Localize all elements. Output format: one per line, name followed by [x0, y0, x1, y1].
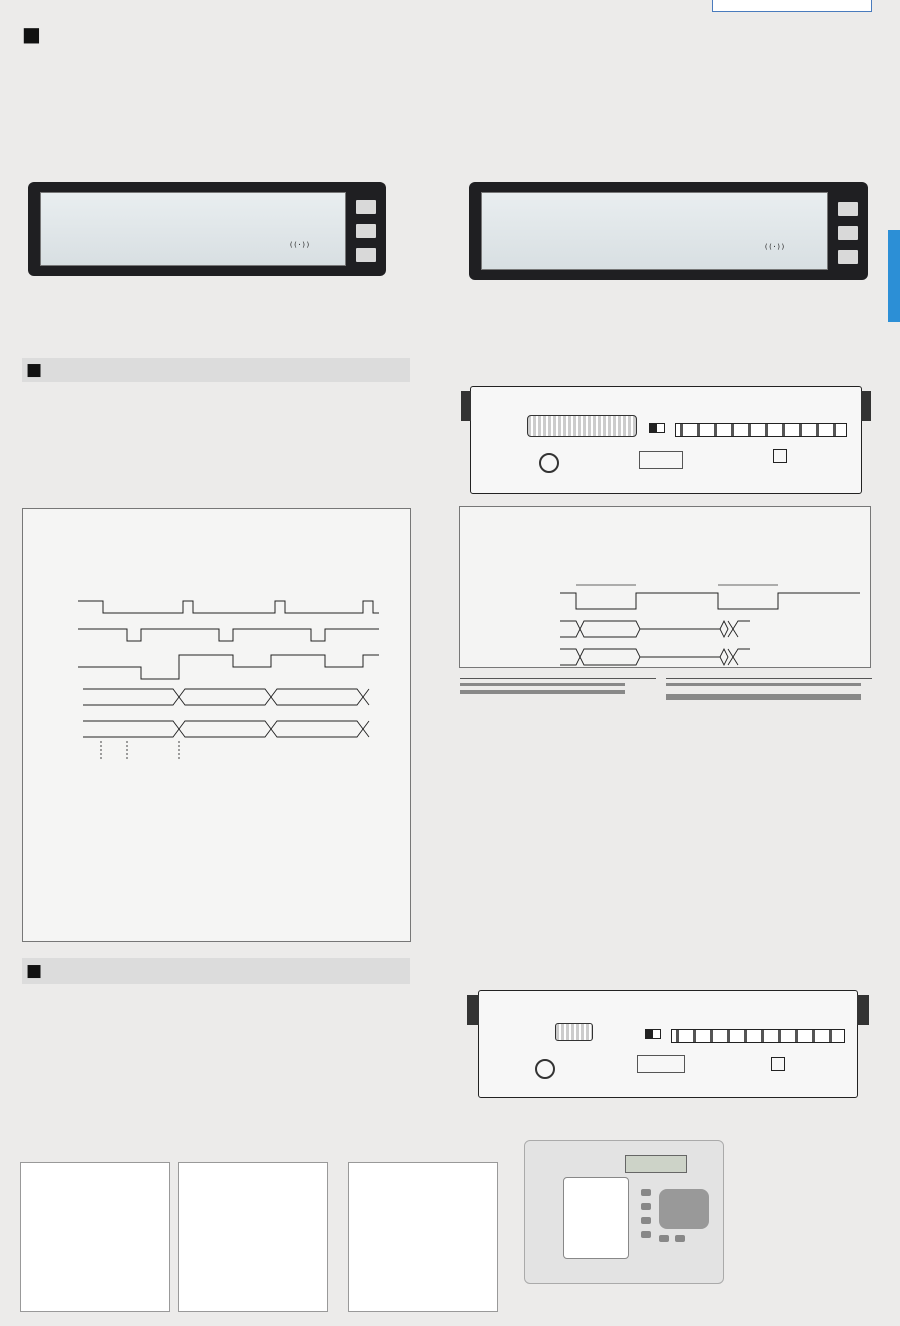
eoc-wave	[78, 655, 379, 679]
bcd-bus	[83, 721, 369, 737]
auto-manu-switch[interactable]	[649, 423, 665, 433]
timing-chart-box	[22, 508, 411, 942]
timing-diagram	[23, 589, 412, 799]
digital-io-connector[interactable]	[527, 415, 637, 437]
model01-title: ■	[22, 358, 410, 382]
power-inlet[interactable]	[771, 1057, 785, 1071]
chapter-tab	[888, 230, 900, 322]
lcd-buzzer-icon: ((·))	[289, 241, 311, 249]
trig-wave	[78, 629, 379, 641]
terminal-block[interactable]	[671, 1029, 845, 1043]
page-header-tab	[712, 0, 872, 12]
panel-handle	[467, 995, 479, 1025]
stats-printout	[20, 1162, 170, 1312]
tc-sensor-jack[interactable]	[535, 1059, 555, 1079]
hi-led-button[interactable]	[356, 200, 376, 214]
hilo-wave	[560, 621, 750, 637]
manu-timing-chart	[460, 563, 872, 669]
lcd-buzzer-icon: ((·))	[764, 243, 786, 251]
in-led-button[interactable]	[838, 226, 858, 240]
model02-title: ■	[22, 958, 410, 984]
graph-printout	[348, 1162, 498, 1312]
lo-led-button[interactable]	[838, 250, 858, 264]
hilo-display-unit	[28, 182, 386, 276]
bcd-wave	[560, 649, 750, 665]
input-item	[666, 699, 861, 700]
in-led-button[interactable]	[356, 224, 376, 238]
external-io-contents	[666, 676, 872, 700]
tc-sensor-jack[interactable]	[539, 453, 559, 473]
histogram-printout	[178, 1162, 328, 1312]
automanu-box	[459, 506, 871, 668]
panel-handle	[461, 391, 471, 421]
rear-panel-3540-01	[470, 386, 862, 494]
label-plate	[639, 451, 683, 469]
digital-io-title	[460, 676, 656, 679]
hi-led-button[interactable]	[838, 202, 858, 216]
output-item	[666, 685, 861, 686]
printer-display	[625, 1155, 687, 1173]
ref-lcd	[481, 192, 828, 270]
output-item	[460, 685, 625, 686]
cc-err-wave	[78, 601, 379, 613]
input-item	[460, 693, 625, 694]
lo-led-button[interactable]	[356, 248, 376, 262]
auto-manu-switch[interactable]	[645, 1029, 661, 1039]
digital-io-contents	[460, 676, 656, 698]
comparator-title: ■	[22, 22, 42, 46]
manu-wave	[560, 593, 860, 609]
hilo-lcd	[40, 192, 346, 266]
printer-connector[interactable]	[555, 1023, 593, 1041]
panel-handle	[857, 995, 869, 1025]
power-inlet[interactable]	[773, 449, 787, 463]
panel-handle	[861, 391, 871, 421]
label-plate	[637, 1055, 685, 1073]
digital-printer-device	[524, 1140, 724, 1284]
printer-keypad[interactable]	[641, 1189, 715, 1253]
timing-notes	[26, 799, 411, 806]
external-io-title	[666, 676, 872, 679]
terminal-block[interactable]	[675, 423, 847, 437]
printer-paper-slot	[563, 1177, 629, 1259]
hilo-bus	[83, 689, 369, 705]
ref-display-unit	[469, 182, 868, 280]
plot-graph	[353, 1169, 493, 1285]
rear-panel-3540-02	[478, 990, 858, 1098]
